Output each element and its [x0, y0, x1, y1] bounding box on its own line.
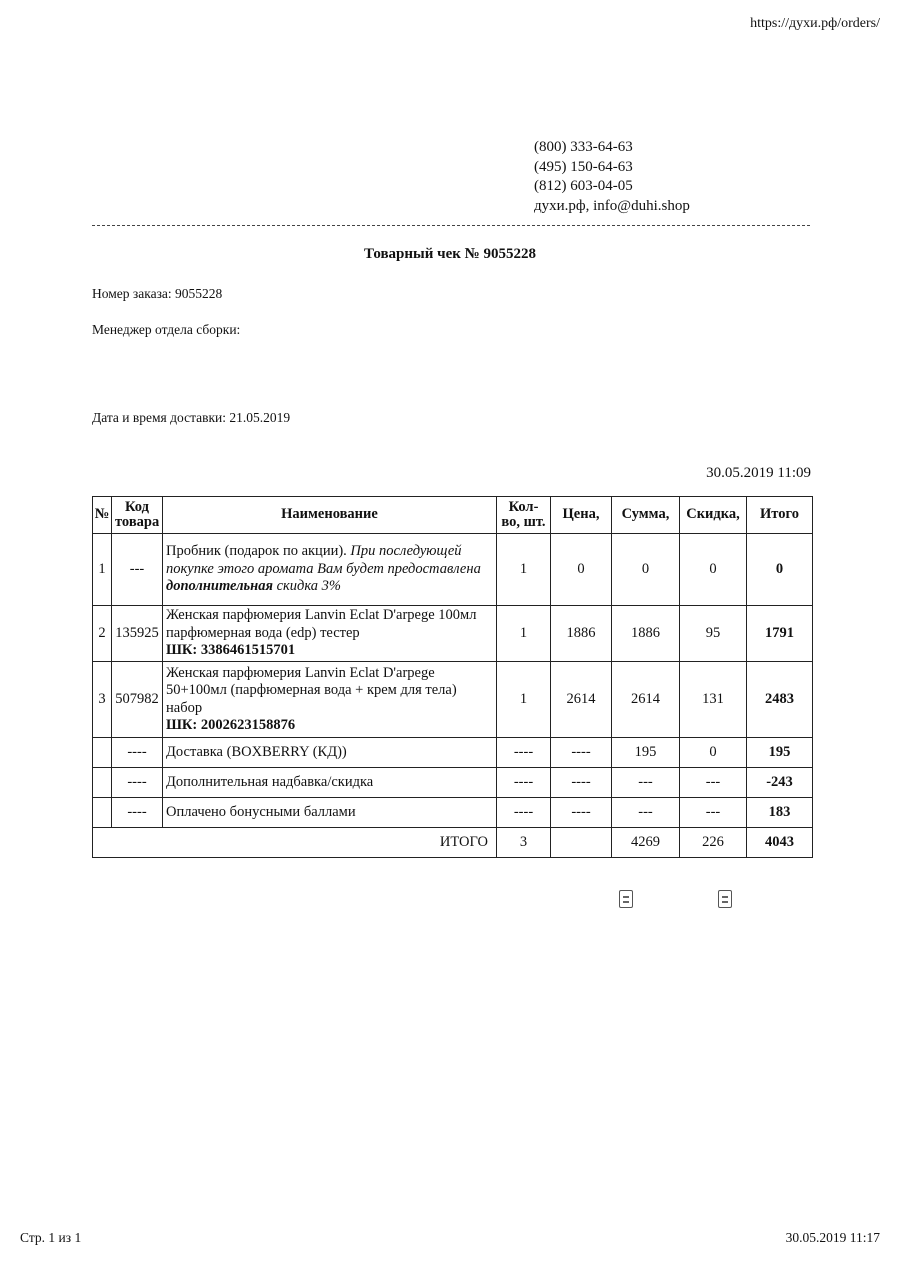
- row-qty: ----: [497, 738, 551, 768]
- row-name-text: Женская парфюмерия Lanvin Eclat D'arpege 100мл парфюмерная вода (edp) тестер: [166, 607, 477, 641]
- receipt-table: [92, 496, 813, 858]
- row-name-italic-end: скидка 3%: [276, 578, 342, 595]
- row-qty: ----: [497, 768, 551, 798]
- receipt-title: Товарный чек № 9055228: [364, 246, 536, 262]
- delivery-date: Дата и время доставки: 21.05.2019: [92, 410, 291, 425]
- totals-row: [93, 828, 813, 858]
- table-row: [93, 768, 813, 798]
- row-total: 0: [747, 534, 813, 606]
- table-row: [93, 534, 813, 606]
- dashed-separator: [92, 225, 810, 226]
- totals-discount: 226: [680, 828, 747, 858]
- row-name: Оплачено бонусными баллами: [163, 798, 497, 828]
- row-num-empty: [93, 738, 112, 768]
- document-icon: [718, 890, 732, 908]
- row-sum: 195: [612, 738, 680, 768]
- row-price: 0: [551, 534, 612, 606]
- header-discount: Скидка,: [680, 497, 747, 534]
- order-number: Номер заказа: 9055228: [92, 286, 223, 301]
- row-code: 135925: [112, 606, 163, 662]
- row-sum: 0: [612, 534, 680, 606]
- row-num-empty: [93, 768, 112, 798]
- row-qty: 1: [497, 606, 551, 662]
- row-price: ----: [551, 768, 612, 798]
- header-price: Цена,: [551, 497, 612, 534]
- row-price: ----: [551, 798, 612, 828]
- row-code: ----: [112, 798, 163, 828]
- totals-price-empty: [551, 828, 612, 858]
- totals-qty: 3: [497, 828, 551, 858]
- page-url: https://духи.рф/orders/: [750, 16, 880, 31]
- row-total: -243: [747, 768, 813, 798]
- row-price: ----: [551, 738, 612, 768]
- page-counter: Стр. 1 из 1: [20, 1230, 82, 1245]
- totals-total: 4043: [747, 828, 813, 858]
- document-icon: [619, 890, 633, 908]
- row-discount: 0: [680, 738, 747, 768]
- header-sum: Сумма,: [612, 497, 680, 534]
- row-name: [163, 662, 497, 738]
- row-total: 2483: [747, 662, 813, 738]
- row-name-bold: дополнительная: [166, 578, 273, 595]
- header-qty: Кол-во, шт.: [497, 497, 551, 534]
- row-num: 1: [93, 534, 112, 606]
- row-total: 183: [747, 798, 813, 828]
- row-sum: ---: [612, 798, 680, 828]
- row-total: 195: [747, 738, 813, 768]
- row-discount: ---: [680, 768, 747, 798]
- manager-label: Менеджер отдела сборки:: [92, 322, 241, 337]
- table-row: [93, 606, 813, 662]
- row-num: 3: [93, 662, 112, 738]
- site-email: духи.рф, info@duhi.shop: [534, 197, 690, 214]
- row-code: 507982: [112, 662, 163, 738]
- phone-812: (812) 603-04-05: [534, 178, 633, 194]
- row-num-empty: [93, 798, 112, 828]
- contacts-block: [534, 138, 690, 216]
- row-name: Доставка (BOXBERRY (КД)): [163, 738, 497, 768]
- table-row: [93, 738, 813, 768]
- header-name: Наименование: [163, 497, 497, 534]
- row-name: [163, 606, 497, 662]
- row-name-text: Женская парфюмерия Lanvin Eclat D'arpege 50+100мл (парфюмерная вода + крем для тела) набор: [166, 664, 457, 716]
- timestamp: 30.05.2019 11:09: [706, 465, 811, 481]
- row-qty: 1: [497, 534, 551, 606]
- row-sum: ---: [612, 768, 680, 798]
- row-num: 2: [93, 606, 112, 662]
- header-num: №: [93, 497, 112, 534]
- phone-495: (495) 150-64-63: [534, 158, 633, 175]
- row-barcode: ШК: 3386461515701: [166, 642, 296, 659]
- row-barcode: ШК: 2002623158876: [166, 717, 296, 733]
- row-price: 2614: [551, 662, 612, 738]
- row-discount: ---: [680, 798, 747, 828]
- row-code: ----: [112, 768, 163, 798]
- row-total: 1791: [747, 606, 813, 662]
- row-name: [163, 534, 497, 606]
- row-discount: 95: [680, 606, 747, 662]
- row-sum: 1886: [612, 606, 680, 662]
- row-sum: 2614: [612, 662, 680, 738]
- row-name: Дополнительная надбавка/скидка: [163, 768, 497, 798]
- row-qty: ----: [497, 798, 551, 828]
- row-name-italic: При последующей покупке этого аромата Вам будет предоставлена: [166, 543, 481, 577]
- row-code: ---: [112, 534, 163, 606]
- row-discount: 0: [680, 534, 747, 606]
- totals-sum: 4269: [612, 828, 680, 858]
- table-row: [93, 662, 813, 738]
- totals-label: ИТОГО: [93, 828, 497, 858]
- phone-800: (800) 333-64-63: [534, 139, 633, 155]
- print-timestamp: 30.05.2019 11:17: [785, 1230, 880, 1245]
- header-code: Код товара: [112, 497, 163, 534]
- row-name-plain: Пробник (подарок по акции).: [166, 543, 347, 560]
- row-code: ----: [112, 738, 163, 768]
- row-qty: 1: [497, 662, 551, 738]
- table-header-row: [93, 497, 813, 534]
- row-price: 1886: [551, 606, 612, 662]
- row-discount: 131: [680, 662, 747, 738]
- table-row: [93, 798, 813, 828]
- header-total: Итого: [747, 497, 813, 534]
